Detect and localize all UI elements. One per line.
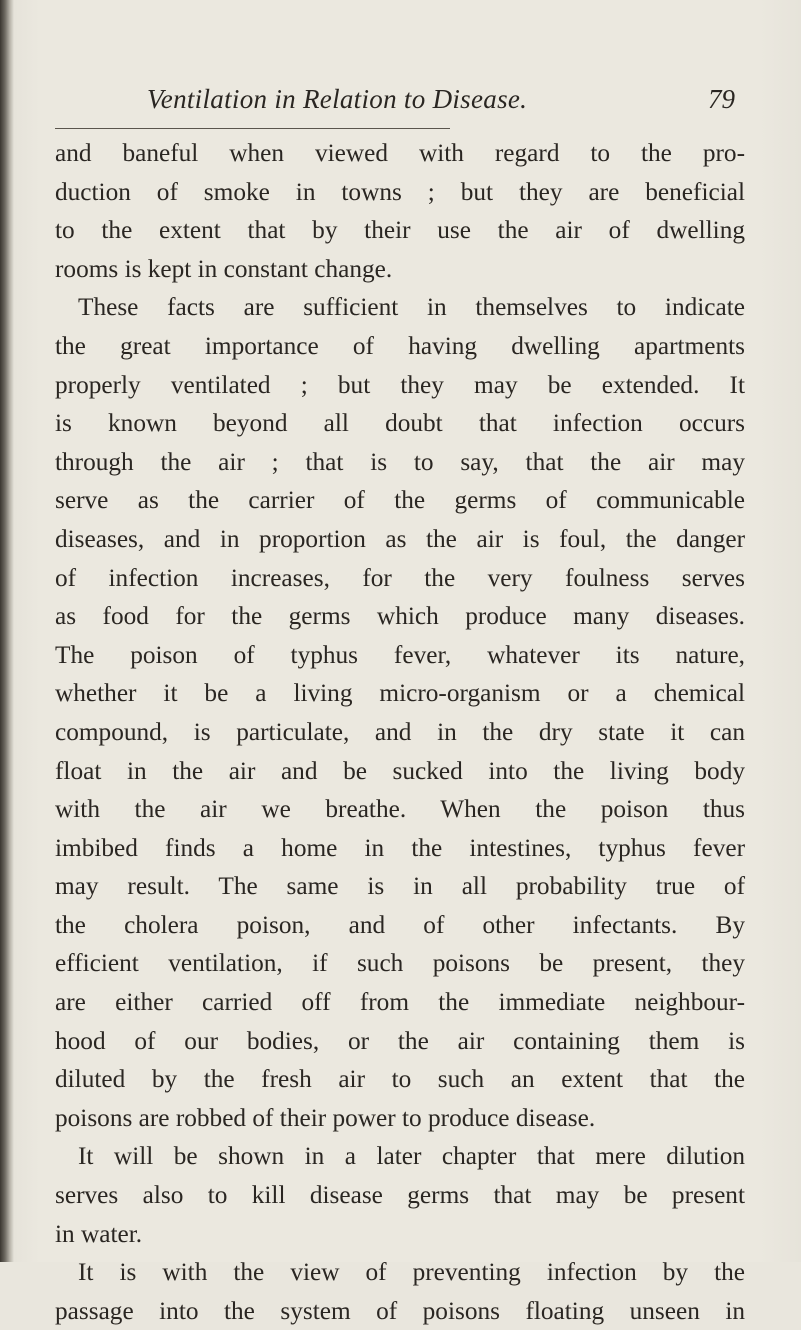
text-line: imbibed finds a home in the intestines, typhus fever <box>55 833 745 862</box>
running-head <box>55 84 745 124</box>
text-line: passage into the system of poisons floating unseen in <box>55 1296 745 1325</box>
text-line: of infection increases, for the very foulness serves <box>55 563 745 592</box>
text-line: in water. <box>55 1219 143 1248</box>
text-line: through the air ; that is to say, that the air may <box>55 447 745 476</box>
binding-edge <box>0 0 14 1262</box>
text-line: hood of our bodies, or the air containing them is <box>55 1026 745 1055</box>
text-line: serves also to kill disease germs that may be present <box>55 1181 745 1210</box>
text-line: diseases, and in proportion as the air is foul, the danger <box>55 524 745 553</box>
text-line: It is with the view of preventing infection by the <box>78 1258 745 1287</box>
text-line: whether it be a living micro-organism or a chemical <box>55 679 745 708</box>
text-line: the cholera poison, and of other infectants. By <box>55 910 745 939</box>
text-line: compound, is particulate, and in the dry state it can <box>55 717 745 746</box>
text-line: are either carried off from the immediate neighbour- <box>55 988 745 1017</box>
text-line: It will be shown in a later chapter that mere dilution <box>78 1142 745 1171</box>
text-line: poisons are robbed of their power to produce disease. <box>55 1103 596 1132</box>
text-line: diluted by the fresh air to such an extent that the <box>55 1065 745 1094</box>
text-line: rooms is kept in constant change. <box>55 254 393 283</box>
text-line: with the air we breathe. When the poison thus <box>55 795 745 824</box>
text-line: and baneful when viewed with regard to the pro- <box>55 139 745 167</box>
text-line: may result. The same is in all probability true of <box>55 872 745 901</box>
text-line: to the extent that by their use the air of dwelling <box>55 216 745 245</box>
page-number: 79 <box>708 84 735 114</box>
text-line: serve as the carrier of the germs of communicable <box>55 486 745 515</box>
text-line: The poison of typhus fever, whatever its nature, <box>55 640 745 669</box>
running-title: Ventilation in Relation to Disease. <box>147 84 528 114</box>
text-line: is known beyond all doubt that infection occurs <box>55 409 745 438</box>
text-line: float in the air and be sucked into the living body <box>55 756 745 785</box>
text-line: the great importance of having dwelling apartments <box>55 331 745 360</box>
text-line: duction of smoke in towns ; but they are beneficial <box>55 177 745 206</box>
body-text <box>55 134 745 1330</box>
text-line: properly ventilated ; but they may be extended. It <box>55 370 745 399</box>
text-line: as food for the germs which produce many diseases. <box>55 602 745 631</box>
text-line: These facts are sufficient in themselves to indicate <box>78 293 745 322</box>
header-rule <box>55 128 450 129</box>
text-line: efficient ventilation, if such poisons be present, they <box>55 949 745 978</box>
